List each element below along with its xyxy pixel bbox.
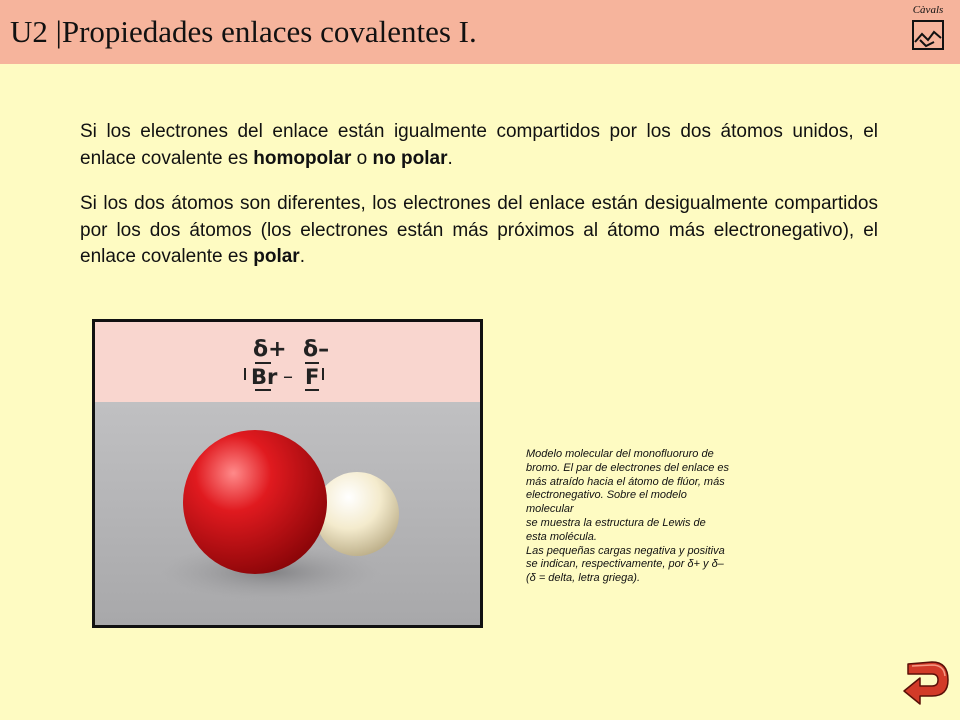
lewis-structure-panel (95, 322, 480, 402)
return-arrow-icon[interactable] (902, 658, 952, 710)
term-no-polar: no polar (372, 147, 448, 169)
caption-line: esta molécula. (526, 530, 597, 543)
delta-plus-label: δ+ (253, 337, 287, 362)
header-bar (0, 0, 960, 64)
space-filling-model (95, 402, 480, 625)
paragraph-polar (80, 191, 878, 271)
caption-line: Modelo molecular del monofluoruro de (526, 448, 714, 460)
term-polar: polar (253, 246, 300, 267)
caption-line: electronegativo. Sobre el modelo (526, 489, 687, 502)
publisher-logo (908, 4, 948, 52)
caption-line: se muestra la estructura de Lewis de (526, 516, 706, 529)
paragraph-homopolar (80, 119, 878, 172)
paragraph-text: Si los electrones del enlace están igualmente compartidos por los dos átomos unidos, el enlace covalente es (80, 121, 878, 169)
caption-line: se indican, respectivamente, por δ+ y δ– (526, 558, 724, 571)
bromine-symbol: Br (251, 365, 278, 389)
return-arrow-button[interactable] (902, 658, 952, 710)
molecular-model-image (92, 319, 483, 628)
page-title: U2 |Propiedades enlaces covalentes I. (10, 14, 477, 49)
paragraph-text: Si los dos átomos son diferentes, los electrones del enlace están desigualmente compartidos por los dos átomos (los electrones están más próximos al átomo más electronegativo), el enlace covalente es (80, 193, 878, 267)
image-caption (526, 448, 776, 586)
term-homopolar: homopolar (253, 147, 352, 169)
logo-text: Càvals (912, 4, 944, 16)
model-photo-background (95, 402, 480, 625)
caption-line: molecular (526, 503, 574, 516)
paragraph-text: . (299, 246, 305, 267)
lewis-structure (95, 322, 480, 402)
caption-line: (δ = delta, letra griega). (526, 572, 641, 585)
caption-line: más atraído hacia el átomo de flúor, más (526, 475, 725, 488)
caption-line: bromo. El par de electrones del enlace es (526, 461, 730, 474)
logo-icon (912, 20, 944, 50)
fluorine-symbol: F (305, 365, 320, 389)
paragraph-text: o (351, 147, 373, 169)
delta-minus-label: δ– (303, 337, 330, 362)
caption-line: Las pequeñas cargas negativa y positiva (526, 544, 725, 557)
bond-line: – (283, 364, 293, 388)
paragraph-text: . (447, 147, 453, 169)
